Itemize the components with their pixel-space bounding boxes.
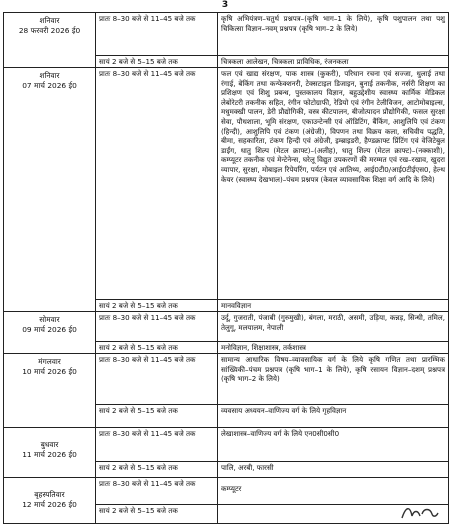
schedule-row	[4, 427, 448, 477]
schedule-row	[4, 67, 448, 311]
date-label: 11 मार्च 2026 ई0	[22, 450, 77, 459]
exam-schedule-table	[3, 12, 449, 524]
schedule-row	[4, 353, 448, 427]
schedule-row	[4, 311, 448, 353]
session-subjects: सामान्य आधारिक विषय–व्यावसायिक वर्ग के लिये कृषि गणित तथा प्रारम्भिक सांख्यिकी–पंचम प्रश्नपत्र (कृषि भाग–1 के लिये), कृषि रसायन विज्ञान–दशम् प्रश्नपत्र (कृषि भाग–2 के लिये)	[221, 355, 445, 384]
date-cell	[4, 312, 96, 353]
session-subjects: लेखाशास्त्र–वाणिज्य वर्ग के लिये एन0सी0सी0	[221, 429, 340, 438]
date-label: 12 मार्च 2026 ई0	[22, 500, 77, 509]
session-subjects: उर्दू, गुजराती, पंजाबी (गुरुमुखी), बंगला, मराठी, असमी, उड़िया, कन्नड़, सिन्धी, तमिल, तेलुगू, मलयालम, नेपाली	[221, 313, 445, 332]
session-subjects: मनोविज्ञान, शिक्षाशास्त्र, तर्कशास्त्र	[221, 343, 306, 352]
session-time: सायं 2 बजे से 5–15 बजे तक	[96, 300, 218, 312]
session-evening	[96, 461, 448, 478]
session-time: सायं 2 बजे से 5–15 बजे तक	[96, 56, 218, 67]
session-subjects: व्यवसाय अध्ययन–वाणिज्य वर्ग के लिये गृहविज्ञान	[221, 406, 347, 415]
session-subjects: कम्प्यूटर	[221, 484, 242, 493]
session-subjects: फल एवं खाद्य संरक्षण, पाक शास्त्र (कुकरी), परिधान रचना एवं सज्जा, धुलाई तथा रंगाई, बेकिंग तथा कन्फेक्शनरी, टेक्सटाइल डिजाइन, बुनाई तकनीक, नर्सरी शिक्षण का प्रशिक्षण एवं शिशु प्रबन्ध, पुस्तकालय विज्ञान, बहुउद्देशीय स्वास्थ्य कार्मिक मेडिकल लेबोरेटरी तकनीक सहित, रंगीन फोटोग्राफी, रेडियो एवं रंगीन टेलीविजन, आटोमोबाइल्स, मधुमक्खी पालन, डेरी प्रौद्योगिकी, वस्त्र कीटपालन, बीजोत्पादन प्रौद्योगिकी, फसल सुरक्षा सेवा, पौधशाला, भूमि संरक्षण, एकाउन्टेन्सी एवं ऑडिटिंग, बैंकिंग, आशुलिपि एवं टंकण (हिन्दी), आशुलिपि एवं टंकण (अंग्रेजी), विपणन तथा विक्रय कला, सचिवीय पद्धति, बीमा, सहकारिता, टंकण हिन्दी एवं अंग्रेजी, इम्ब्राइडरी, हैण्डक्राफ्ट प्रिंटिंग एवं वेजिटेबुल डाईंग, धातु शिल्प (मेटल क्राफ्ट)–(अलीह), धातु शिल्प (मेटल क्राफ्ट)–(नक्काशी), कम्प्यूटर तकनीक एवं मेन्टेनेन्स, घरेलू विद्युत उपकरणों की मरम्मत एवं रख–रखाव, खुदरा व्यापार, सुरक्षा, मोबाइल रिपेयरिंग, पर्यटन एवं आतिथ्य, आई0टी0/आई0टीईएस0, हेल्थ केयर (स्वास्थ्य देखभाल)–पंचम प्रश्नपत्र (केवल व्यावसायिक शिक्षा वर्ग आदि के लिये)	[221, 69, 445, 184]
session-subjects: कृषि अभियंत्रण–चतुर्थ प्रश्नपत्र–(कृषि भाग–1 के लिये), कृषि पशुपालन तथा पशु चिकित्सा विज्ञान–नवम् प्रश्नपत्र (कृषि भाग–2 के लिये)	[221, 14, 445, 33]
date-cell	[4, 13, 96, 67]
schedule-row	[4, 13, 448, 67]
session-time: सायं 2 बजे से 5–15 बजे तक	[96, 462, 218, 478]
session-subjects: मानवविज्ञान	[221, 301, 252, 310]
date-label: 09 मार्च 2026 ई0	[22, 325, 77, 334]
session-morning	[96, 354, 448, 404]
session-morning	[96, 13, 448, 55]
session-time: प्रातः 8–30 बजे से 11–45 बजे तक	[96, 428, 218, 461]
page-number: 3	[221, 0, 229, 10]
session-morning	[96, 68, 448, 299]
day-label: शनिवार	[39, 71, 60, 80]
date-cell	[4, 354, 96, 427]
session-time: सायं 2 बजे से 5–15 बजे तक	[96, 405, 218, 428]
session-morning	[96, 428, 448, 461]
session-time: प्रातः 8–30 बजे से 11–45 बजे तक	[96, 478, 218, 504]
date-cell	[4, 428, 96, 477]
session-evening	[96, 504, 448, 524]
session-time: सायं 2 बजे से 5–15 बजे तक	[96, 505, 218, 524]
session-morning	[96, 312, 448, 341]
session-subjects: चित्रकला आलेखन, चित्रकला प्राविधिक, रंजनकला	[221, 57, 349, 66]
day-label: बृहस्पतिवार	[34, 490, 65, 499]
date-cell	[4, 478, 96, 523]
session-time: प्रातः 8–30 बजे से 11–45 बजे तक	[96, 354, 218, 404]
date-label: 07 मार्च 2026 ई0	[22, 81, 77, 90]
date-label: 10 मार्च 2026 ई0	[22, 367, 77, 376]
date-cell	[4, 68, 96, 311]
signature-mark	[400, 504, 440, 522]
session-evening	[96, 55, 448, 67]
schedule-row	[4, 477, 448, 523]
session-subjects: पालि, अरबी, फारसी	[221, 463, 274, 472]
session-time: सायं 2 बजे से 5–15 बजे तक	[96, 342, 218, 354]
day-label: सोमवार	[39, 315, 60, 324]
session-time: प्रातः 8–30 बजे से 11–45 बजे तक	[96, 68, 218, 299]
session-evening	[96, 404, 448, 428]
day-label: मंगलवार	[38, 357, 61, 366]
session-time: प्रातः 8–30 बजे से 11–45 बजे तक	[96, 312, 218, 341]
session-morning	[96, 478, 448, 504]
date-label: 28 फरवरी 2026 ई0	[18, 26, 81, 35]
day-label: बुधवार	[40, 440, 59, 449]
session-time: प्रातः 8–30 बजे से 11–45 बजे तक	[96, 13, 218, 55]
day-label: शनिवार	[39, 16, 60, 25]
